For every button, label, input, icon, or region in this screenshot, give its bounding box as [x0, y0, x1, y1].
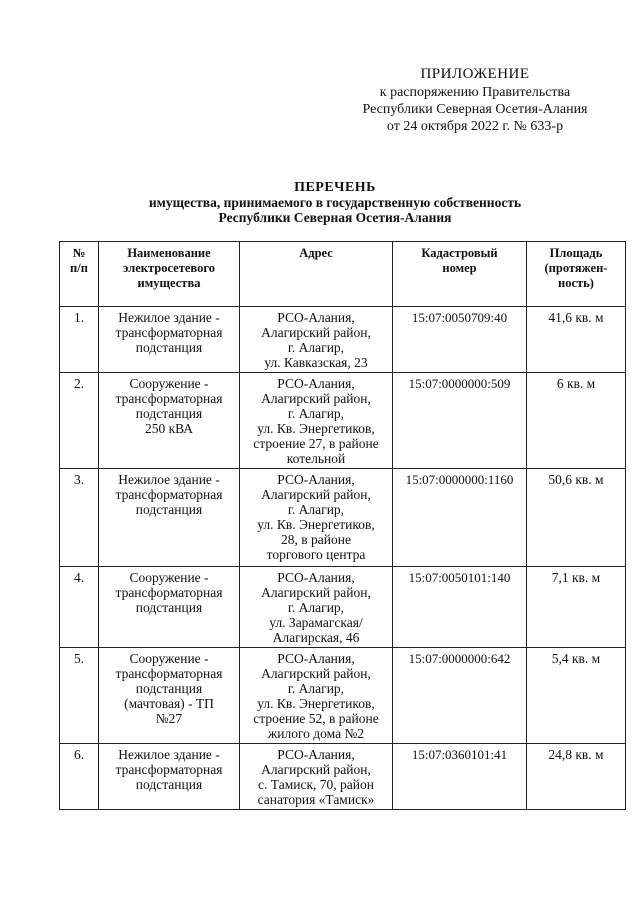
cell-name — [99, 469, 240, 567]
heading-title: ПЕРЕЧЕНЬ — [294, 180, 376, 195]
cell-line: Наименование — [127, 246, 211, 260]
cell-line: № — [72, 246, 86, 260]
cell-address — [240, 648, 393, 744]
cell-area: 7,1 кв. м — [527, 567, 626, 648]
cell-line: имущества — [137, 276, 201, 290]
cell-line: г. Алагир, — [287, 406, 345, 421]
cell-line: Нежилое здание - — [118, 472, 220, 487]
cell-line: Нежилое здание - — [118, 310, 220, 325]
cell-line: подстанция — [135, 777, 203, 792]
cell-line: Алагирский район, — [261, 325, 371, 340]
cell-line: Площадь — [549, 246, 603, 260]
appendix-title: ПРИЛОЖЕНИЕ — [420, 66, 530, 82]
cell-line: г. Алагир, — [287, 600, 345, 615]
cell-line: котельной — [286, 451, 346, 466]
cell-cadastral: 15:07:0050709:40 — [393, 307, 527, 373]
table-row — [60, 373, 626, 469]
cell-line: трансформаторная — [115, 666, 223, 681]
cell-line: ность) — [558, 276, 594, 290]
cell-address — [240, 373, 393, 469]
appendix-line-3: от 24 октября 2022 г. № 633-р — [386, 119, 564, 134]
cell-line: Алагирский район, — [261, 666, 371, 681]
header-cadastral — [393, 242, 527, 307]
cell-line: №27 — [155, 711, 183, 726]
cell-line: Адрес — [299, 246, 333, 260]
cell-num: 3. — [60, 469, 99, 567]
cell-cadastral: 15:07:0360101:41 — [393, 744, 527, 810]
cell-line: электросетевого — [123, 261, 215, 275]
cell-line: (мачтовая) - ТП — [124, 696, 214, 711]
cell-line: г. Алагир, — [287, 681, 345, 696]
cell-num: 5. — [60, 648, 99, 744]
cell-line: трансформаторная — [115, 487, 223, 502]
cell-address — [240, 469, 393, 567]
cell-line: подстанция — [135, 600, 203, 615]
heading-line-1: имущества, принимаемого в государственную собственность — [148, 195, 522, 210]
cell-name — [99, 648, 240, 744]
table-header-row — [60, 242, 626, 307]
cell-line: г. Алагир, — [287, 502, 345, 517]
cell-line: Алагирский район, — [261, 391, 371, 406]
cell-line: ул. Кв. Энергетиков, — [257, 517, 375, 532]
cell-line: Алагирский район, — [261, 762, 371, 777]
cell-name — [99, 373, 240, 469]
cell-line: РСО-Алания, — [277, 570, 355, 585]
appendix-block — [330, 66, 620, 135]
cell-num: 4. — [60, 567, 99, 648]
cell-address — [240, 307, 393, 373]
cell-line: Нежилое здание - — [118, 747, 220, 762]
cell-line: 28, в районе — [281, 532, 351, 547]
cell-cadastral: 15:07:0000000:509 — [393, 373, 527, 469]
cell-line: РСО-Алания, — [277, 310, 355, 325]
cell-line: РСО-Алания, — [277, 747, 355, 762]
header-name — [99, 242, 240, 307]
cell-line: подстанция — [135, 406, 203, 421]
cell-line: трансформаторная — [115, 325, 223, 340]
cell-name — [99, 307, 240, 373]
table-row — [60, 744, 626, 810]
cell-line: Сооружение - — [129, 376, 209, 391]
cell-line: трансформаторная — [115, 585, 223, 600]
cell-line: г. Алагир, — [287, 340, 345, 355]
cell-cadastral: 15:07:0050101:140 — [393, 567, 527, 648]
cell-line: Кадастровый — [421, 246, 498, 260]
cell-line: РСО-Алания, — [277, 472, 355, 487]
cell-area: 24,8 кв. м — [527, 744, 626, 810]
cell-line: ул. Кв. Энергетиков, — [257, 696, 375, 711]
cell-line: п/п — [70, 261, 88, 275]
cell-line: ул. Зарамагская/ — [269, 615, 363, 630]
cell-line: Сооружение - — [129, 651, 209, 666]
cell-area: 41,6 кв. м — [527, 307, 626, 373]
cell-line: трансформаторная — [115, 762, 223, 777]
heading-line-2: Республики Северная Осетия-Алания — [218, 210, 452, 225]
cell-num: 1. — [60, 307, 99, 373]
table-row — [60, 307, 626, 373]
cell-line: Алагирский район, — [261, 585, 371, 600]
cell-area: 50,6 кв. м — [527, 469, 626, 567]
cell-name — [99, 744, 240, 810]
cell-line: РСО-Алания, — [277, 376, 355, 391]
cell-area: 6 кв. м — [527, 373, 626, 469]
cell-line: строение 27, в районе — [253, 436, 379, 451]
cell-line: Алагирский район, — [261, 487, 371, 502]
cell-num: 2. — [60, 373, 99, 469]
table-row — [60, 567, 626, 648]
cell-line: номер — [442, 261, 477, 275]
document-heading — [60, 180, 610, 225]
header-num — [60, 242, 99, 307]
cell-line: (протяжен- — [544, 261, 608, 275]
cell-cadastral: 15:07:0000000:1160 — [393, 469, 527, 567]
cell-line: подстанция — [135, 681, 203, 696]
property-table — [59, 241, 626, 810]
cell-address — [240, 567, 393, 648]
cell-line: Сооружение - — [129, 570, 209, 585]
table-row — [60, 648, 626, 744]
cell-area: 5,4 кв. м — [527, 648, 626, 744]
cell-cadastral: 15:07:0000000:642 — [393, 648, 527, 744]
cell-line: ул. Кавказская, 23 — [264, 355, 368, 370]
header-address — [240, 242, 393, 307]
cell-line: трансформаторная — [115, 391, 223, 406]
cell-line: Алагирская, 46 — [272, 630, 360, 645]
cell-address — [240, 744, 393, 810]
cell-line: 250 кВА — [144, 421, 194, 436]
table-row — [60, 469, 626, 567]
cell-line: РСО-Алания, — [277, 651, 355, 666]
header-area — [527, 242, 626, 307]
cell-line: торгового центра — [266, 547, 366, 562]
cell-line: ул. Кв. Энергетиков, — [257, 421, 375, 436]
cell-line: санатория «Тамиск» — [257, 792, 375, 807]
appendix-line-2: Республики Северная Осетия-Алания — [362, 102, 588, 117]
cell-line: подстанция — [135, 502, 203, 517]
cell-line: подстанция — [135, 340, 203, 355]
cell-line: жилого дома №2 — [267, 726, 365, 741]
cell-name — [99, 567, 240, 648]
cell-num: 6. — [60, 744, 99, 810]
cell-line: с. Тамиск, 70, район — [258, 777, 374, 792]
appendix-line-1: к распоряжению Правительства — [379, 85, 571, 100]
cell-line: строение 52, в районе — [253, 711, 379, 726]
